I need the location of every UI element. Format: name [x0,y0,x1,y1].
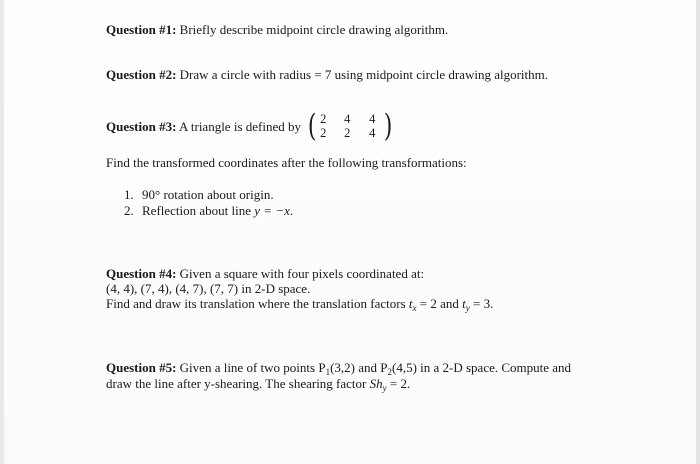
p2-coordinate: (4,5) in a 2-D space. Compute and [391,360,572,375]
question-5-shearing [106,376,410,396]
matrix-paren-left: ( [308,108,317,145]
matrix-cell: 2 [344,126,351,141]
list-item-text: 90° rotation about origin. [142,187,274,202]
question-2-text: Draw a circle with radius = 7 using midpoint circle drawing algorithm. [176,67,549,82]
question-4 [106,266,424,281]
ty-subscript: y [465,303,470,313]
math-expression: y = −x [254,203,290,218]
list-item-number: 2. [124,203,134,218]
shear-value: = 2. [386,376,411,391]
question-2 [106,67,548,82]
shear-variable: Sh [369,376,383,391]
question-1-label: Question #1: [106,22,177,37]
question-4-translation [106,296,493,316]
question-2-label: Question #2: [106,67,177,82]
matrix-cell: 4 [344,112,351,127]
triangle-matrix [308,108,393,145]
question-5-text: Given a line of two points P [176,360,326,375]
list-item-punct: . [289,203,294,218]
tx-variable: t [408,296,413,311]
question-5-label: Question #5: [106,360,177,375]
shear-subscript: y [382,383,387,393]
question-4-label: Question #4: [106,266,177,281]
question-1 [106,22,448,37]
matrix-cell: 2 [320,126,327,141]
page-edge-left [0,0,4,464]
question-3 [106,108,393,145]
question-5-shearing-text: draw the line after y-shearing. The shearing factor [106,376,370,391]
list-item [124,203,293,218]
tx-subscript: x [412,303,417,313]
question-4-text: Given a square with four pixels coordinated at: [176,266,425,281]
list-item-text: Reflection about line [142,203,255,218]
tx-value: = 2 and [416,296,463,311]
list-item-number: 1. [124,187,134,202]
ty-value: = 3. [469,296,494,311]
question-3-instruction: Find the transformed coordinates after the following transformations: [106,155,467,170]
matrix-cell: 4 [369,126,376,141]
question-4-coordinates: (4, 4), (7, 4), (4, 7), (7, 7) in 2-D space. [106,281,311,296]
question-3-label: Question #3: [106,119,177,134]
ty-variable: t [462,296,466,311]
page-edge-right [696,0,700,464]
p1-subscript: 1 [325,367,331,377]
question-4-translation-text: Find and draw its translation where the translation factors [106,296,409,311]
p2-subscript: 2 [387,367,392,377]
question-1-text: Briefly describe midpoint circle drawing algorithm. [176,22,449,37]
matrix-paren-right: ) [383,108,393,145]
question-3-text: A triangle is defined by [176,119,301,134]
matrix-cell: 4 [369,112,376,127]
p1-coordinate: (3,2) and P [330,360,388,375]
matrix-cell: 2 [320,112,327,127]
list-item [124,187,274,202]
